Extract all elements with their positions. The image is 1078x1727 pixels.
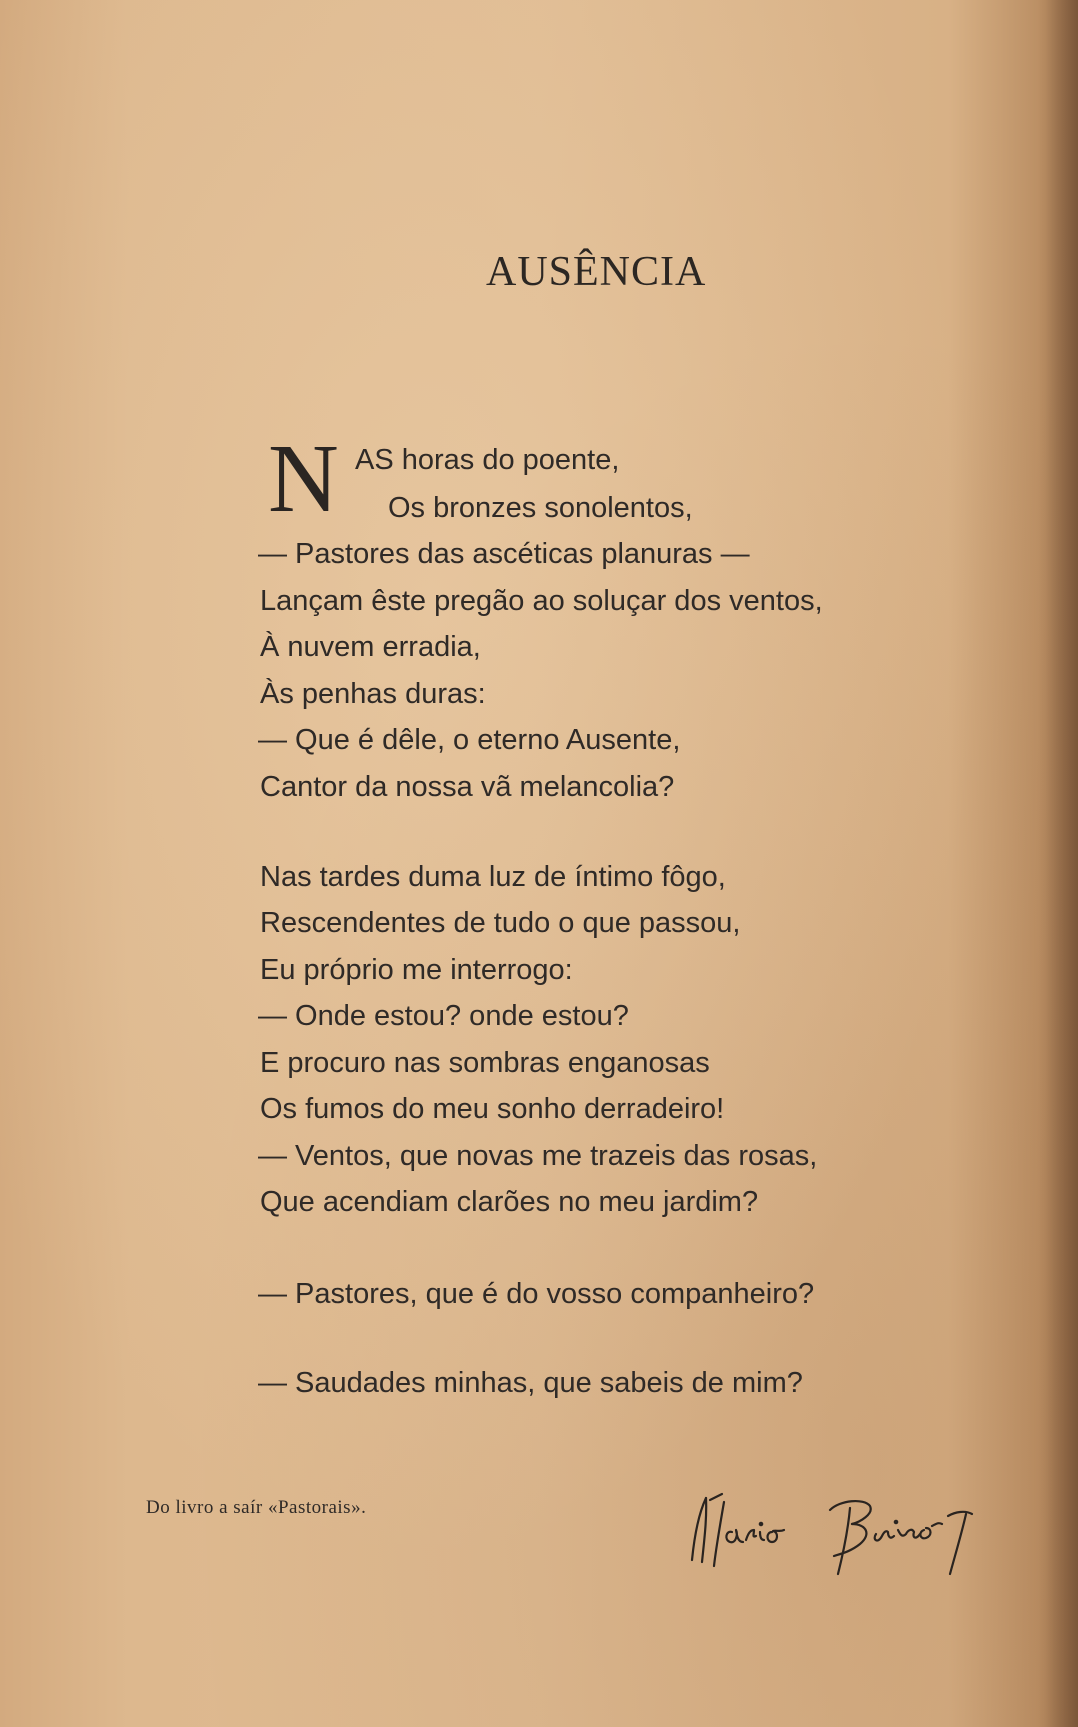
poem-line: Às penhas duras: [260,678,486,710]
poem-line: AS horas do poente, [355,444,620,476]
poem-line: À nuvem erradia, [260,631,481,663]
poem-line: — Que é dêle, o eterno Ausente, [258,724,681,756]
poem-line: — Ventos, que novas me trazeis das rosas, [258,1140,818,1172]
poem-line: — Saudades minhas, que sabeis de mim? [258,1367,803,1399]
poem-title: AUSÊNCIA [486,249,707,295]
poem-line: — Pastores, que é do vosso companheiro? [258,1278,815,1310]
poem-line: — Onde estou? onde estou? [258,1000,629,1032]
footnote: Do livro a saír «Pastorais». [146,1497,367,1518]
poem-line: — Pastores das ascéticas planuras — [258,538,750,570]
poem-line: Que acendiam clarões no meu jardim? [260,1186,759,1218]
poem-line: Nas tardes duma luz de íntimo fôgo, [260,861,726,893]
poem-line: Os fumos do meu sonho derradeiro! [260,1093,725,1125]
poem-line: Rescendentes de tudo o que passou, [260,907,741,939]
poem-line: Eu próprio me interrogo: [260,954,573,986]
poem-line: E procuro nas sombras enganosas [260,1047,710,1079]
poem-line: Cantor da nossa vã melancolia? [260,771,675,803]
handwritten-signature [680,1470,1020,1580]
drop-cap: N [268,425,339,533]
poem-line: Lançam êste pregão ao soluçar dos ventos, [260,585,823,617]
poem-line: Os bronzes sonolentos, [388,492,693,524]
